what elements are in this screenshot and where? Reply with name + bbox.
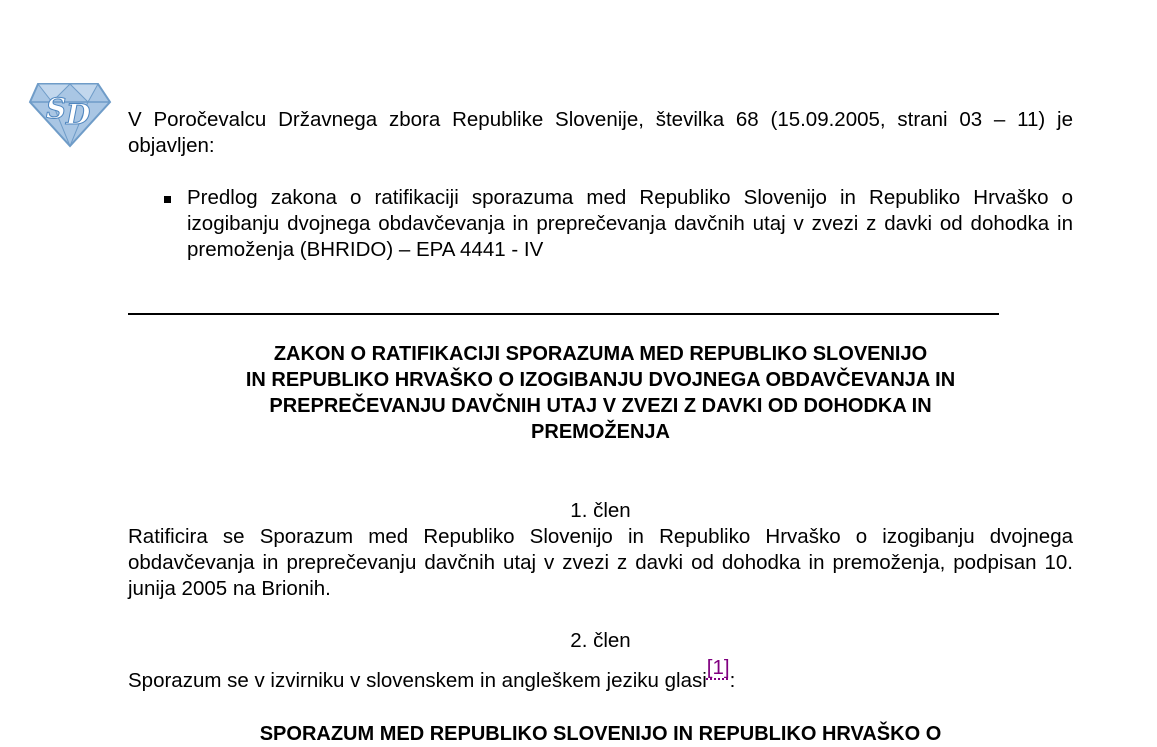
law-title-line: PREMOŽENJA	[531, 421, 670, 443]
agreement-title: SPORAZUM MED REPUBLIKO SLOVENIJO IN REPUBLIKO HRVAŠKO O	[259, 723, 942, 745]
article-1-title: 1. člen	[570, 499, 631, 522]
law-title	[128, 341, 1073, 445]
svg-text:D: D	[66, 98, 91, 131]
horizontal-divider	[128, 313, 999, 315]
article-2-text	[128, 656, 736, 694]
law-title-line: PREPREČEVANJU DAVČNIH UTAJ V ZVEZI Z DAVKI OD DOHODKA IN	[269, 395, 932, 417]
bullet-text: Predlog zakona o ratifikaciji sporazuma med Republiko Slovenijo in Republiko Hrvaško o izogibanju dvojnega obdavčevanja in preprečevanja davčnih utaj v zvezi z davki od dohodka in premoženja (BHRIDO) – EPA 4441 - IV	[187, 186, 1073, 261]
bullet-square-icon	[164, 196, 171, 203]
intro-paragraph: V Poročevalcu Državnega zbora Republike Slovenije, številka 68 (15.09.2005, strani 03 – 11) je objavljen:	[128, 108, 1073, 157]
svg-text:S: S	[46, 92, 67, 125]
article-1-text: Ratificira se Sporazum med Republiko Slovenijo in Republiko Hrvaško o izogibanju dvojnega obdavčevanja in preprečevanju davčnih utaj v zvezi z davki od dohodka in premoženja, podpisan 10. junija 2005 na Brionih.	[128, 525, 1073, 600]
law-title-line: ZAKON O RATIFIKACIJI SPORAZUMA MED REPUBLIKO SLOVENIJO	[273, 343, 928, 365]
footnote-link[interactable]: [1]	[706, 656, 730, 679]
article-2-suffix: :	[729, 669, 736, 692]
law-title-line: IN REPUBLIKO HRVAŠKO O IZOGIBANJU DVOJNEGA OBDAVČEVANJA IN	[245, 369, 956, 391]
article-2-title: 2. člen	[570, 629, 631, 652]
sd-logo-icon	[28, 78, 112, 148]
article-2-body: Sporazum se v izvirniku v slovenskem in angleškem jeziku glasi	[128, 669, 707, 692]
